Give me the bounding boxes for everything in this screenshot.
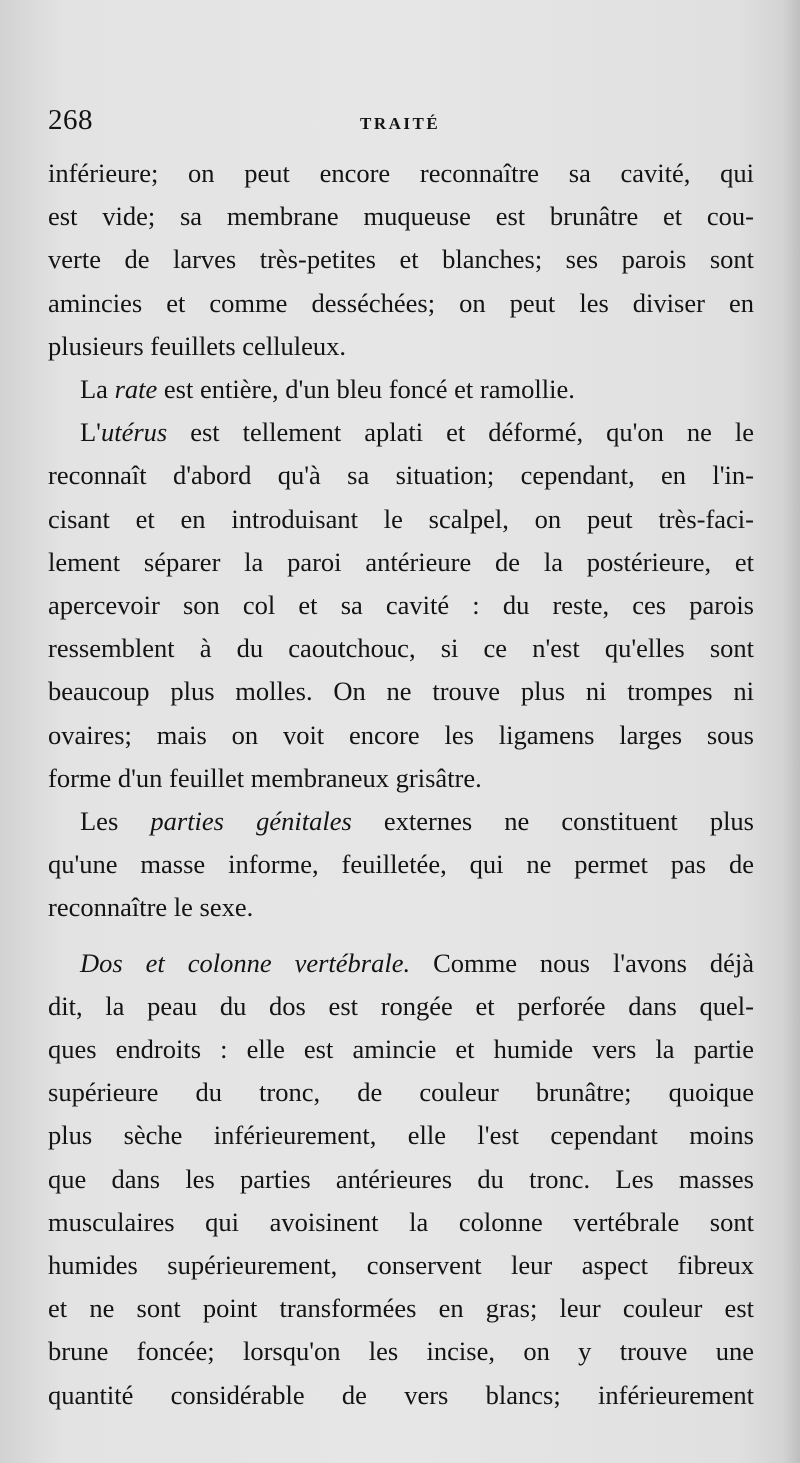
text-line: amincies et comme desséchées; on peut les diviser en [48, 287, 754, 318]
text-run: est tellement aplati et déformé, qu'on ne le [167, 417, 754, 448]
page-number: 268 [48, 104, 93, 136]
running-head [48, 104, 760, 140]
text-line: reconnaît d'abord qu'à sa situation; cependant, en l'in- [48, 460, 754, 491]
text-line: supérieure du tronc, de couleur brunâtre; quoique [48, 1077, 754, 1108]
text-line: brune foncée; lorsqu'on les incise, on y trouve une [48, 1336, 754, 1367]
text-line: quantité considérable de vers blancs; inférieurement [48, 1379, 754, 1410]
text-run: L' [80, 417, 101, 448]
text-line: qu'une masse informe, feuilletée, qui ne permet pas de [48, 849, 754, 880]
text-line: verte de larves très-petites et blanches; ses parois sont [48, 244, 754, 275]
text-line: ques endroits : elle est amincie et humide vers la partie [48, 1034, 754, 1065]
text-line: et ne sont point transformées en gras; leur couleur est [48, 1293, 754, 1324]
text-run: externes ne constituent plus [351, 806, 754, 837]
text-line: reconnaître le sexe. [48, 892, 254, 923]
italic-term: parties génitales [150, 806, 352, 837]
text-line: plus sèche inférieurement, elle l'est cependant moins [48, 1120, 754, 1151]
text-line: dit, la peau du dos est rongée et perforée dans quel- [48, 990, 754, 1021]
text-line: lement séparer la paroi antérieure de la postérieure, et [48, 546, 754, 577]
text-run: est entière, d'un bleu foncé et ramollie. [157, 374, 575, 405]
paragraph-rate [48, 368, 754, 411]
text-line: forme d'un feuillet membraneux grisâtre. [48, 762, 482, 793]
text-run: Les [80, 806, 151, 837]
paragraph-dos-first-line [48, 942, 754, 985]
text-line: beaucoup plus molles. On ne trouve plus ni trompes ni [48, 676, 754, 707]
text-line: ovaires; mais on voit encore les ligamens larges sous [48, 719, 754, 750]
italic-term: utérus [100, 417, 168, 448]
text-run: La [80, 374, 115, 405]
text-line: cisant et en introduisant le scalpel, on peut très-faci- [48, 503, 754, 534]
italic-heading: Dos et colonne vertébrale. [80, 947, 411, 978]
text-line: ressemblent à du caoutchouc, si ce n'est qu'elles sont [48, 633, 754, 664]
text-line: est vide; sa membrane muqueuse est brunâtre et cou- [48, 201, 754, 232]
text-line: humides supérieurement, conservent leur aspect fibreux [48, 1250, 754, 1281]
text-line: musculaires qui avoisinent la colonne vertébrale sont [48, 1206, 754, 1237]
text-line: que dans les parties antérieures du tronc. Les masses [48, 1163, 754, 1194]
text-line: plusieurs feuillets celluleux. [48, 330, 347, 361]
paragraph-uterus-first-line [48, 411, 754, 454]
body-text [48, 152, 754, 1417]
text-line: inférieure; on peut encore reconnaître sa cavité, qui [48, 158, 754, 188]
text-run: Comme nous l'avons déjà [410, 947, 754, 978]
italic-term: rate [114, 374, 158, 405]
paragraph-genitales-first-line [48, 800, 754, 843]
running-title: TRAITÉ [360, 114, 441, 133]
text-line: apercevoir son col et sa cavité : du reste, ces parois [48, 590, 754, 621]
